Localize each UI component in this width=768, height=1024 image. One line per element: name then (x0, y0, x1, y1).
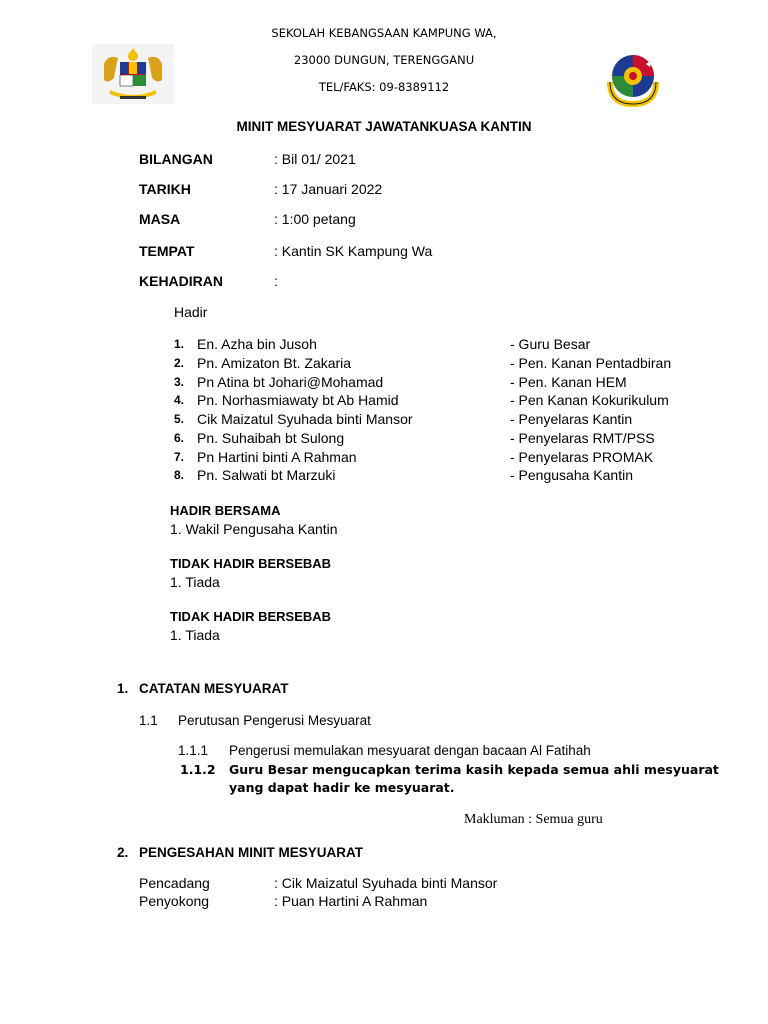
info-label-masa: MASA (139, 211, 181, 227)
attendee-number: 8. (174, 468, 185, 482)
info-label-tarikh: TARIKH (139, 181, 191, 197)
attendee-name: Pn. Suhaibah bt Sulong (197, 430, 345, 446)
info-value-masa: : 1:00 petang (274, 211, 356, 227)
attendee-role: - Penyelaras Kantin (510, 411, 633, 427)
hadir-label: Hadir (174, 304, 208, 320)
item-1-1-2-line2: yang dapat hadir ke mesyuarat. (229, 780, 455, 795)
attendee-name: Pn. Norhasmiawaty bt Ab Hamid (197, 392, 399, 408)
attendee-number: 1. (174, 337, 185, 351)
attendee-role: - Pen. Kanan Pentadbiran (510, 355, 672, 371)
hadir-bersama-item: 1. Wakil Pengusaha Kantin (170, 521, 338, 537)
subsection-1-1-number: 1.1 (139, 713, 158, 728)
attendee-name: Pn. Salwati bt Marzuki (197, 467, 336, 483)
tidak-hadir-heading-2: TIDAK HADIR BERSEBAB (170, 609, 332, 624)
pencadang-value: : Cik Maizatul Syuhada binti Mansor (274, 875, 498, 891)
tidak-hadir-item-2: 1. Tiada (170, 627, 220, 643)
attendee-role: - Pen Kanan Kokurikulum (510, 392, 669, 408)
section-1-heading: CATATAN MESYUARAT (139, 681, 289, 696)
attendee-number: 7. (174, 450, 185, 464)
item-1-1-2-number: 1.1.2 (180, 762, 216, 777)
attendee-number: 6. (174, 431, 185, 445)
info-value-tarikh: : 17 Januari 2022 (274, 181, 383, 197)
item-1-1-2-line1: Guru Besar mengucapkan terima kasih kepada semua ahli mesyuarat (229, 762, 719, 777)
attendee-name: En. Azha bin Jusoh (197, 336, 317, 352)
school-address: 23000 DUNGUN, TERENGGANU (293, 53, 475, 67)
penyokong-label: Penyokong (139, 893, 210, 909)
info-label-tempat: TEMPAT (139, 243, 195, 259)
info-value-bilangan: : Bil 01/ 2021 (274, 151, 356, 167)
section-2-heading: PENGESAHAN MINIT MESYUARAT (139, 845, 364, 860)
tidak-hadir-item: 1. Tiada (170, 574, 220, 590)
attendee-name: Cik Maizatul Syuhada binti Mansor (197, 411, 413, 427)
info-label-kehadiran: KEHADIRAN (139, 273, 223, 289)
info-label-bilangan: BILANGAN (139, 151, 213, 167)
penyokong-value: : Puan Hartini A Rahman (274, 893, 428, 909)
attendee-role: - Pen. Kanan HEM (510, 374, 627, 390)
info-value-kehadiran: : (274, 273, 278, 289)
school-name: SEKOLAH KEBANGSAAN KAMPUNG WA, (271, 26, 497, 40)
attendee-role: - Guru Besar (510, 336, 591, 352)
school-phone: TEL/FAKS: 09-8389112 (318, 80, 450, 94)
makluman-note: Makluman : Semua guru (464, 812, 603, 827)
page-title: MINIT MESYUARAT JAWATANKUASA KANTIN (236, 119, 532, 134)
info-value-tempat: : Kantin SK Kampung Wa (274, 243, 433, 259)
pencadang-label: Pencadang (139, 875, 210, 891)
attendee-name: Pn Atina bt Johari@Mohamad (197, 374, 384, 390)
hadir-bersama-heading: HADIR BERSAMA (170, 503, 281, 518)
item-1-1-1-number: 1.1.1 (178, 743, 209, 758)
section-2-number: 2. (117, 845, 129, 860)
attendee-name: Pn. Amizaton Bt. Zakaria (197, 355, 352, 371)
section-1-number: 1. (117, 681, 129, 696)
attendee-role: - Penyelaras PROMAK (510, 449, 654, 465)
attendee-number: 3. (174, 375, 185, 389)
attendee-role: - Penyelaras RMT/PSS (510, 430, 655, 446)
attendee-number: 2. (174, 356, 185, 370)
item-1-1-1-text: Pengerusi memulakan mesyuarat dengan bacaan Al Fatihah (229, 743, 591, 758)
tidak-hadir-heading: TIDAK HADIR BERSEBAB (170, 556, 332, 571)
subsection-1-1-title: Perutusan Pengerusi Mesyuarat (178, 713, 371, 728)
attendee-name: Pn Hartini binti A Rahman (197, 449, 357, 465)
attendee-number: 4. (174, 393, 185, 407)
attendee-number: 5. (174, 412, 185, 426)
attendee-role: - Pengusaha Kantin (510, 467, 633, 483)
